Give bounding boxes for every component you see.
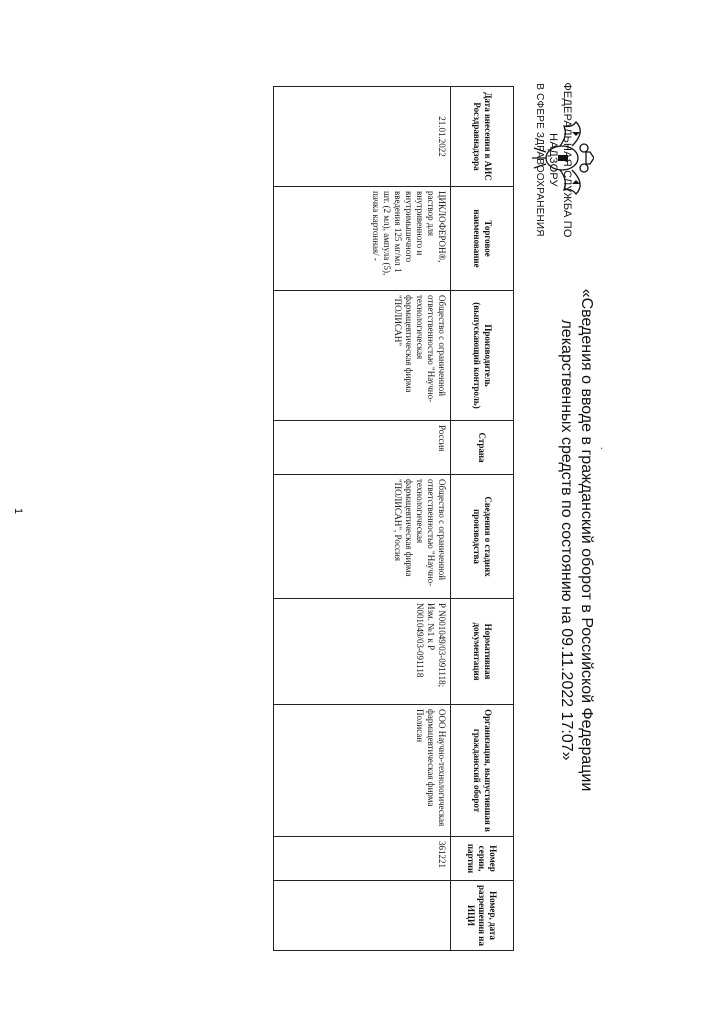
cell-normative-doc: Р N001049/03-091118; Изм. №1 к Р N001049/03-091118 [274,599,451,705]
agency-line-2: В СФЕРЕ ЗДРАВООХРАНЕНИЯ [534,83,545,237]
cell-manufacturer: Общество с ограниченной ответственностью "Научно-технологическая фармацевтическая фирма "ПОЛИСАН" [274,291,451,421]
column-header: Сведения о стадиях производства [451,475,514,599]
agency-name [532,70,574,250]
table-header-row [451,87,514,951]
cell-country: Россия [274,421,451,475]
column-header: Нормативная документация [451,599,514,705]
column-header: Страна [451,421,514,475]
title-line-2: лекарственных средств по состоянию на 09.11.2022 17:07» [558,319,575,761]
agency-line-1: ФЕДЕРАЛЬНАЯ СЛУЖБА ПО НАДЗОРУ [547,82,573,238]
table-row [274,87,451,951]
stray-mark: . [598,447,609,450]
cell-organization: ООО Научно-технологическая фармацевтическая фирма Полисан [274,705,451,837]
column-header: Организация, выпустившая в гражданский оборот [451,705,514,837]
cell-trade-name: ЦИКЛОФЕРОН®, раствор для внутривенного и внутримышечного введения 125 мг/мл 1 шт. (2 мл), ампула (5), пачка картонная/ - [274,187,451,291]
document-title [556,260,596,820]
cell-batch: 361221 [274,837,451,881]
page-number: 1 [12,508,24,515]
medicines-table [273,86,514,951]
column-header: Номер серии, партии [451,837,514,881]
title-line-1: «Сведения о вводе в гражданский оборот в Российской Федерации [578,288,595,792]
cell-production-stages: Общество с ограниченной ответственностью "Научно-технологическая фармацевтическая фирма "ПОЛИСАН", Россия [274,475,451,599]
column-header: Торговое наименование [451,187,514,291]
cell-date: 21.01.2022 [274,87,451,187]
column-header: Производитель (выпускающий контроль) [451,291,514,421]
cell-permit [274,881,451,951]
column-header: Номер, дата разрешения на ИЦИ [451,881,514,951]
column-header: Дата внесения в АИС Росздравнадзора [451,87,514,187]
